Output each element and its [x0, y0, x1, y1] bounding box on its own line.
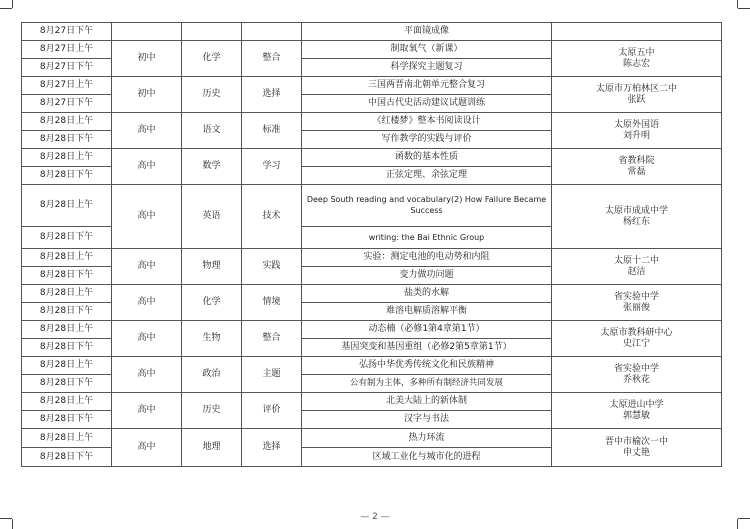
- date-cell: 8月28日下午: [22, 448, 112, 467]
- topic-cell: 汉字与书法: [302, 411, 552, 429]
- type-cell: 标准: [242, 113, 302, 149]
- unit-cell: [552, 23, 722, 41]
- table-row: [22, 149, 722, 167]
- topic-cell: 动态楠（必修1第4章第1节）: [302, 321, 552, 339]
- table-row: [22, 41, 722, 59]
- topic-cell: 科学探究主题复习: [302, 59, 552, 77]
- type-cell: 技术: [242, 185, 302, 249]
- subject-cell: 生物: [182, 321, 242, 357]
- date-cell: 8月27日下午: [22, 95, 112, 113]
- type-cell: 情境: [242, 285, 302, 321]
- subject-cell: [182, 23, 242, 41]
- topic-cell: 区域工业化与城市化的进程: [302, 448, 552, 467]
- subject-cell: 物理: [182, 249, 242, 285]
- date-cell: 8月27日下午: [22, 23, 112, 41]
- unit-name: 太原市成成中学: [604, 205, 668, 216]
- date-cell: 8月28日下午: [22, 303, 112, 321]
- level-cell: 高中: [112, 249, 182, 285]
- teacher-name: 史江宁: [622, 338, 650, 349]
- table-row: [22, 185, 722, 227]
- teacher-name: 陈志宏: [622, 58, 650, 69]
- table-row: [22, 393, 722, 411]
- date-cell: 8月28日上午: [22, 321, 112, 339]
- level-cell: 高中: [112, 321, 182, 357]
- date-cell: 8月28日上午: [22, 393, 112, 411]
- unit-cell: [552, 321, 722, 357]
- topic-cell: Deep South reading and vocabulary(2) How Failure Became Success: [302, 185, 552, 227]
- level-cell: 高中: [112, 285, 182, 321]
- topic-cell: 实验：测定电池的电动势和内阻: [302, 249, 552, 267]
- date-cell: 8月27日上午: [22, 41, 112, 59]
- subject-cell: 地理: [182, 429, 242, 467]
- date-cell: 8月28日下午: [22, 131, 112, 149]
- unit-cell: [552, 393, 722, 429]
- unit-name: 太原市教科研中心: [600, 327, 673, 338]
- topic-cell: 难溶电解质溶解平衡: [302, 303, 552, 321]
- type-cell: 整合: [242, 41, 302, 77]
- topic-cell: 热力环流: [302, 429, 552, 448]
- unit-cell: [552, 185, 722, 249]
- date-cell: 8月27日上午: [22, 77, 112, 95]
- subject-cell: 化学: [182, 285, 242, 321]
- table-row: [22, 357, 722, 375]
- level-cell: 初中: [112, 41, 182, 77]
- teacher-name: 张跃: [627, 94, 646, 105]
- table-row: [22, 23, 722, 41]
- teacher-name: 张丽俊: [622, 302, 650, 313]
- topic-cell: 盐类的水解: [302, 285, 552, 303]
- unit-name: 省教科院: [618, 155, 655, 166]
- topic-cell: 《红楼梦》整本书阅读设计: [302, 113, 552, 131]
- topic-cell: 制取氧气（新课）: [302, 41, 552, 59]
- level-cell: 高中: [112, 149, 182, 185]
- date-cell: 8月28日上午: [22, 249, 112, 267]
- unit-cell: [552, 249, 722, 285]
- level-cell: 高中: [112, 393, 182, 429]
- topic-cell: 平面镜成像: [302, 23, 552, 41]
- date-cell: 8月28日上午: [22, 285, 112, 303]
- teacher-name: 乔秋花: [622, 374, 650, 385]
- subject-cell: 英语: [182, 185, 242, 249]
- subject-cell: 历史: [182, 393, 242, 429]
- table-row: [22, 429, 722, 448]
- teacher-name: 郭慧敏: [622, 410, 650, 421]
- date-cell: 8月28日下午: [22, 167, 112, 185]
- topic-cell: 弘扬中华优秀传统文化和民族精神: [302, 357, 552, 375]
- teacher-name: 常磊: [627, 166, 646, 177]
- subject-cell: 语文: [182, 113, 242, 149]
- subject-cell: 数学: [182, 149, 242, 185]
- unit-cell: [552, 77, 722, 113]
- level-cell: 高中: [112, 113, 182, 149]
- topic-cell: 写作教学的实践与评价: [302, 131, 552, 149]
- date-cell: 8月28日上午: [22, 113, 112, 131]
- topic-cell: 中国古代史活动建议试题训练: [302, 95, 552, 113]
- date-cell: 8月28日上午: [22, 149, 112, 167]
- level-cell: [112, 23, 182, 41]
- date-cell: 8月28日下午: [22, 227, 112, 249]
- topic-cell: 北美大陆上的新体制: [302, 393, 552, 411]
- unit-name: 省实验中学: [613, 291, 659, 302]
- type-cell: 实践: [242, 249, 302, 285]
- unit-cell: [552, 285, 722, 321]
- unit-cell: [552, 149, 722, 185]
- unit-name: 太原市万柏林区二中: [595, 83, 677, 94]
- date-cell: 8月28日上午: [22, 185, 112, 227]
- date-cell: 8月28日下午: [22, 375, 112, 393]
- subject-cell: 化学: [182, 41, 242, 77]
- topic-cell: 基因突变和基因重组（必修2第5章第1节）: [302, 339, 552, 357]
- teacher-name: 申丈艳: [622, 447, 650, 458]
- unit-name: 太原外国语: [613, 119, 659, 130]
- crop-mark-tl-h: [0, 8, 12, 9]
- date-cell: 8月27日下午: [22, 59, 112, 77]
- teacher-name: 杨红东: [622, 216, 650, 227]
- subject-cell: 历史: [182, 77, 242, 113]
- table-row: [22, 113, 722, 131]
- unit-cell: [552, 113, 722, 149]
- crop-mark-tr-h: [738, 8, 750, 9]
- table-row: [22, 249, 722, 267]
- level-cell: 初中: [112, 77, 182, 113]
- type-cell: 主题: [242, 357, 302, 393]
- unit-name: 省实验中学: [613, 363, 659, 374]
- type-cell: 整合: [242, 321, 302, 357]
- schedule-table: [21, 22, 722, 467]
- topic-cell: 变力做功问题: [302, 267, 552, 285]
- type-cell: 评价: [242, 393, 302, 429]
- teacher-name: 赵洁: [627, 266, 646, 277]
- crop-mark-tr-v: [737, 0, 738, 8]
- unit-cell: [552, 357, 722, 393]
- level-cell: 高中: [112, 429, 182, 467]
- date-cell: 8月28日下午: [22, 411, 112, 429]
- type-cell: [242, 23, 302, 41]
- page-number: — 2 —: [360, 512, 390, 522]
- crop-mark-tl-v: [12, 0, 13, 8]
- unit-name: 晋中市榆次一中: [604, 436, 668, 447]
- level-cell: 高中: [112, 357, 182, 393]
- date-cell: 8月28日上午: [22, 429, 112, 448]
- topic-cell: 函数的基本性质: [302, 149, 552, 167]
- topic-cell: 公有制为主体，多种所有制经济共同发展: [302, 375, 552, 393]
- date-cell: 8月28日上午: [22, 357, 112, 375]
- topic-cell: 三国两晋南北朝单元整合复习: [302, 77, 552, 95]
- date-cell: 8月28日下午: [22, 339, 112, 357]
- unit-name: 太原五中: [618, 47, 655, 58]
- type-cell: 选择: [242, 77, 302, 113]
- unit-cell: [552, 41, 722, 77]
- level-cell: 高中: [112, 185, 182, 249]
- table-row: [22, 77, 722, 95]
- teacher-name: 刘升明: [622, 130, 650, 141]
- type-cell: 选择: [242, 429, 302, 467]
- table-row: [22, 285, 722, 303]
- topic-cell: 正弦定理、余弦定理: [302, 167, 552, 185]
- unit-cell: [552, 429, 722, 467]
- date-cell: 8月28日下午: [22, 267, 112, 285]
- subject-cell: 政治: [182, 357, 242, 393]
- table-row: [22, 321, 722, 339]
- topic-cell: writing: the Bai Ethnic Group: [302, 227, 552, 249]
- unit-name: 太原十二中: [613, 255, 659, 266]
- unit-name: 太原进山中学: [609, 399, 664, 410]
- type-cell: 学习: [242, 149, 302, 185]
